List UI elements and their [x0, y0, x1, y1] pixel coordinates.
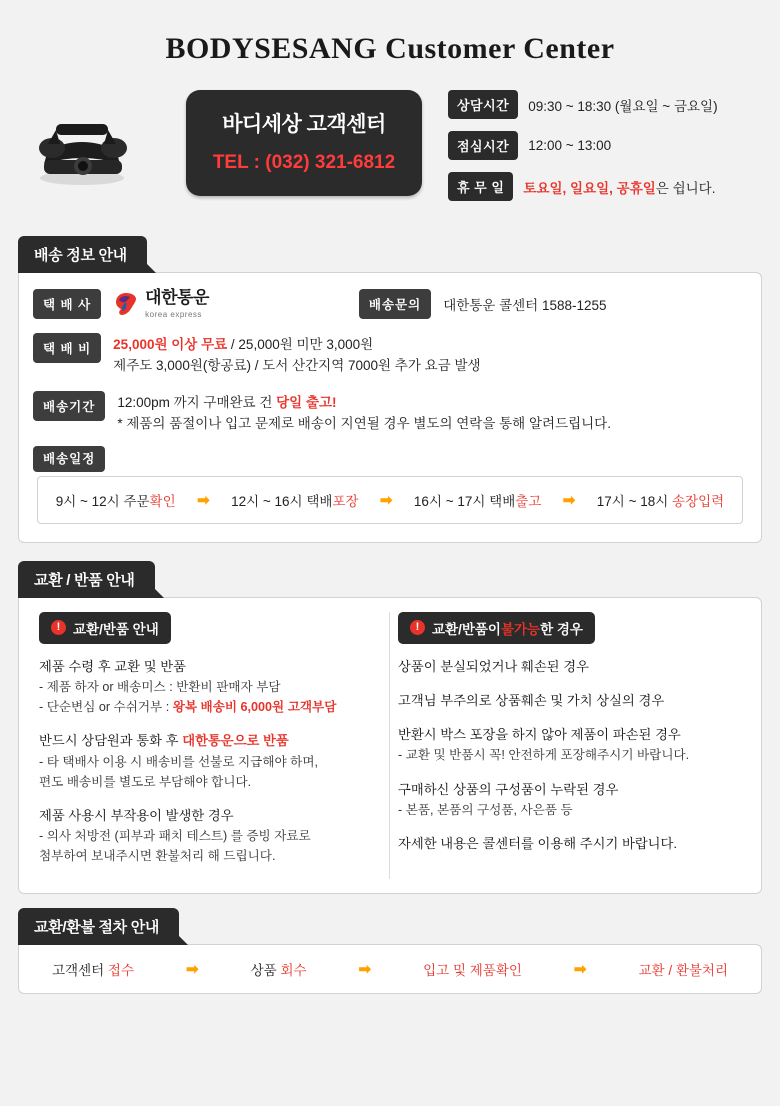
- cj-logo-text: [145, 289, 209, 319]
- exchange-left-block-2-title: [39, 730, 381, 751]
- exchange-right-block-4-title: 구매하신 상품의 구성품이 누락된 경우: [398, 781, 619, 797]
- process-section: [18, 908, 762, 994]
- period-line-2: * 제품의 품절이나 입고 문제로 배송이 지연될 경우 별도의 연락을 통해 알려드립니다.: [117, 415, 611, 431]
- consult-hours-value: 09:30 ~ 18:30 (월요일 ~ 금요일): [528, 98, 718, 114]
- process-step-3: [423, 959, 522, 979]
- arrow-right-icon: ➡: [573, 961, 587, 979]
- exchange-right-block-2: [398, 690, 741, 711]
- inquiry-label: 배송문의: [359, 289, 431, 319]
- contact-section: [18, 82, 762, 222]
- schedule-label-wrap: [33, 449, 747, 468]
- process-step-1-red: 접수: [107, 963, 135, 979]
- exchange-left-block-1-sub-2-red: 왕복 배송비 6,000원 고객부담: [172, 700, 337, 715]
- holiday-value-tail: 은 쉽니다.: [655, 180, 716, 196]
- fee-row: [33, 333, 747, 377]
- schedule-step-3-red: 출고: [515, 493, 542, 509]
- process-steps: [18, 944, 762, 994]
- schedule-step-1-red: 확인: [149, 493, 176, 509]
- exchange-left-block-1-sub-1: - 제품 하자 or 배송미스 : 반환비 판매자 부담: [39, 679, 281, 694]
- period-content: [117, 391, 611, 435]
- schedule-step-2-red: 포장: [332, 493, 359, 509]
- process-step-4: [638, 959, 728, 979]
- exchange-right-block-4-sub-1: - 본품, 본품의 구성품, 사은품 등: [398, 802, 573, 817]
- fee-line-2: 제주도 3,000원(항공료) / 도서 산간지역 7000원 추가 요금 발생: [113, 357, 481, 373]
- exchange-section-body: [18, 597, 762, 895]
- inquiry-group: [359, 289, 607, 319]
- exchange-right-head-post: 한 경우: [540, 621, 583, 637]
- arrow-right-icon: ➡: [562, 491, 576, 509]
- arrow-right-icon: ➡: [186, 961, 199, 979]
- schedule-step-1-black: 주문: [123, 493, 150, 509]
- page-title: BODYSESANG Customer Center: [165, 32, 615, 65]
- exchange-left-block-2-red: 대한통운으로 반품: [182, 733, 289, 749]
- inquiry-value: 대한통운 콜센터 1588-1255: [443, 298, 607, 313]
- schedule-step-3: [414, 490, 541, 510]
- exchange-left-block-1-sub-2-text: - 단순변심 or 수쉬거부 :: [39, 700, 173, 715]
- center-tel: TEL : (032) 321-6812: [212, 152, 396, 173]
- schedule-step-2-time: 12시 ~ 16시 택배: [231, 493, 333, 509]
- process-step-1-black: 고객센터: [52, 963, 108, 979]
- exclamation-icon: !: [410, 620, 425, 635]
- exchange-left-column: [31, 612, 390, 880]
- business-hours: [448, 90, 778, 213]
- arrow-right-icon: ➡: [197, 491, 210, 509]
- exchange-left-head: [39, 612, 171, 644]
- holiday-label: 휴 무 일: [448, 172, 513, 201]
- cj-logistics-logo: [113, 289, 209, 319]
- process-step-3-red: 입고 및 제품확인: [423, 963, 522, 979]
- arrow-right-icon: ➡: [358, 961, 372, 979]
- process-section-tab: 교환/환불 절차 안내: [18, 908, 179, 945]
- exchange-left-head-text: 교환/반품 안내: [73, 621, 159, 637]
- shipping-schedule: [37, 476, 743, 524]
- exchange-right-block-1-title: 상품이 분실되었거나 훼손된 경우: [398, 658, 589, 674]
- fee-label: 택 배 비: [33, 333, 101, 363]
- exchange-right-block-3: [398, 724, 741, 765]
- fee-line-1: [113, 335, 480, 356]
- exchange-right-block-2-title: 고객님 부주의로 상품훼손 및 가치 상실의 경우: [398, 692, 665, 708]
- process-step-2-black: 상품: [250, 963, 281, 979]
- courier-row: [33, 289, 747, 319]
- period-line-1: [117, 393, 611, 414]
- exchange-left-block-1-title: 제품 수령 후 교환 및 반품: [39, 658, 186, 674]
- exchange-right-block-3-sub-1: - 교환 및 반품시 꼭! 안전하게 포장해주시기 바랍니다.: [398, 748, 690, 763]
- process-step-2-red: 회수: [280, 963, 307, 979]
- exchange-right-head: [398, 612, 595, 644]
- exchange-left-block-3-sub-2: 첨부하여 보내주시면 환불처리 해 드립니다.: [39, 849, 276, 864]
- hours-row-lunch: [448, 131, 778, 160]
- schedule-step-1-time: 9시 ~ 12시: [55, 493, 124, 509]
- schedule-step-4-red: 송장입력: [672, 493, 725, 509]
- fee-free-text: 25,000원 이상 무료: [113, 337, 228, 352]
- process-step-2: [251, 959, 307, 979]
- schedule-step-4: [597, 490, 724, 510]
- exchange-left-block-2-sub-2: 편도 배송비를 별도로 부담해야 합니다.: [39, 774, 252, 789]
- telephone-icon: [26, 100, 136, 190]
- exchange-right-column: [390, 612, 749, 880]
- exclamation-icon: !: [51, 620, 66, 635]
- exchange-left-block-3-title: 제품 사용시 부작용이 발생한 경우: [39, 807, 234, 823]
- exchange-left-block-3-sub-1: - 의사 처방전 (피부과 패치 테스트) 를 증빙 자료로: [39, 829, 311, 844]
- arrow-right-icon: ➡: [379, 491, 393, 509]
- process-step-1: [52, 959, 134, 979]
- period-row: [33, 391, 747, 435]
- exchange-right-block-5: [398, 833, 741, 854]
- holiday-value: [523, 177, 715, 197]
- schedule-step-3-time: 16시 ~ 17시 택배: [413, 493, 516, 509]
- courier-sub: korea express: [145, 310, 202, 319]
- lunch-hours-value: 12:00 ~ 13:00: [528, 138, 612, 153]
- exchange-left-block-2-pre: 반드시 상담원과 통화 후: [39, 733, 183, 749]
- exchange-left-block-2: [39, 730, 381, 792]
- hours-row-holiday: [448, 172, 778, 201]
- exchange-left-block-3: [39, 805, 381, 867]
- courier-label: 택 배 사: [33, 289, 101, 319]
- courier-name: 대한통운: [145, 288, 209, 307]
- shipping-section-body: [18, 272, 762, 543]
- cj-mark-icon: [113, 291, 139, 317]
- fee-content: [113, 333, 480, 377]
- shipping-section-tab: 배송 정보 안내: [18, 236, 147, 273]
- process-step-4-red: 교환 / 환불처리: [638, 963, 728, 979]
- period-highlight: 당일 출고!: [276, 394, 337, 410]
- schedule-label: 배송일정: [33, 446, 105, 472]
- consult-hours-label: 상담시간: [448, 90, 518, 119]
- customer-center-card: [186, 90, 422, 196]
- exchange-right-head-red: 불가능: [500, 621, 541, 637]
- exchange-right-block-5-title: 자세한 내용은 콜센터를 이용해 주시기 바랍니다.: [398, 836, 678, 852]
- exchange-section-tab: 교환 / 반품 안내: [18, 561, 155, 598]
- exchange-left-block-1: [39, 656, 381, 718]
- page-header: [0, 0, 780, 76]
- exchange-right-block-3-title: 반환시 박스 포장을 하지 않아 제품이 파손된 경우: [398, 727, 681, 743]
- schedule-step-2: [231, 490, 358, 510]
- holiday-value-red: 토요일, 일요일, 공휴일: [523, 180, 656, 196]
- exchange-section: [18, 561, 762, 895]
- exchange-right-block-4: [398, 779, 741, 820]
- period-label: 배송기간: [33, 391, 105, 421]
- exchange-right-block-1: [398, 656, 741, 677]
- shipping-section: [18, 236, 762, 543]
- center-name: 바디세상 고객센터: [222, 113, 386, 136]
- period-pre: 12:00pm 까지 구매완료 건: [117, 394, 277, 410]
- hours-row-consult: [448, 90, 778, 119]
- fee-rest-text: / 25,000원 미만 3,000원: [227, 337, 374, 352]
- exchange-left-block-2-sub-1: - 타 택배사 이용 시 배송비를 선불로 지급해야 하며,: [39, 754, 318, 769]
- exchange-right-head-pre: 교환/반품이: [432, 621, 501, 637]
- exchange-left-block-1-sub-2: [39, 697, 381, 717]
- schedule-step-1: [56, 490, 176, 510]
- lunch-hours-label: 점심시간: [448, 131, 518, 160]
- schedule-step-4-time: 17시 ~ 18시: [596, 493, 673, 509]
